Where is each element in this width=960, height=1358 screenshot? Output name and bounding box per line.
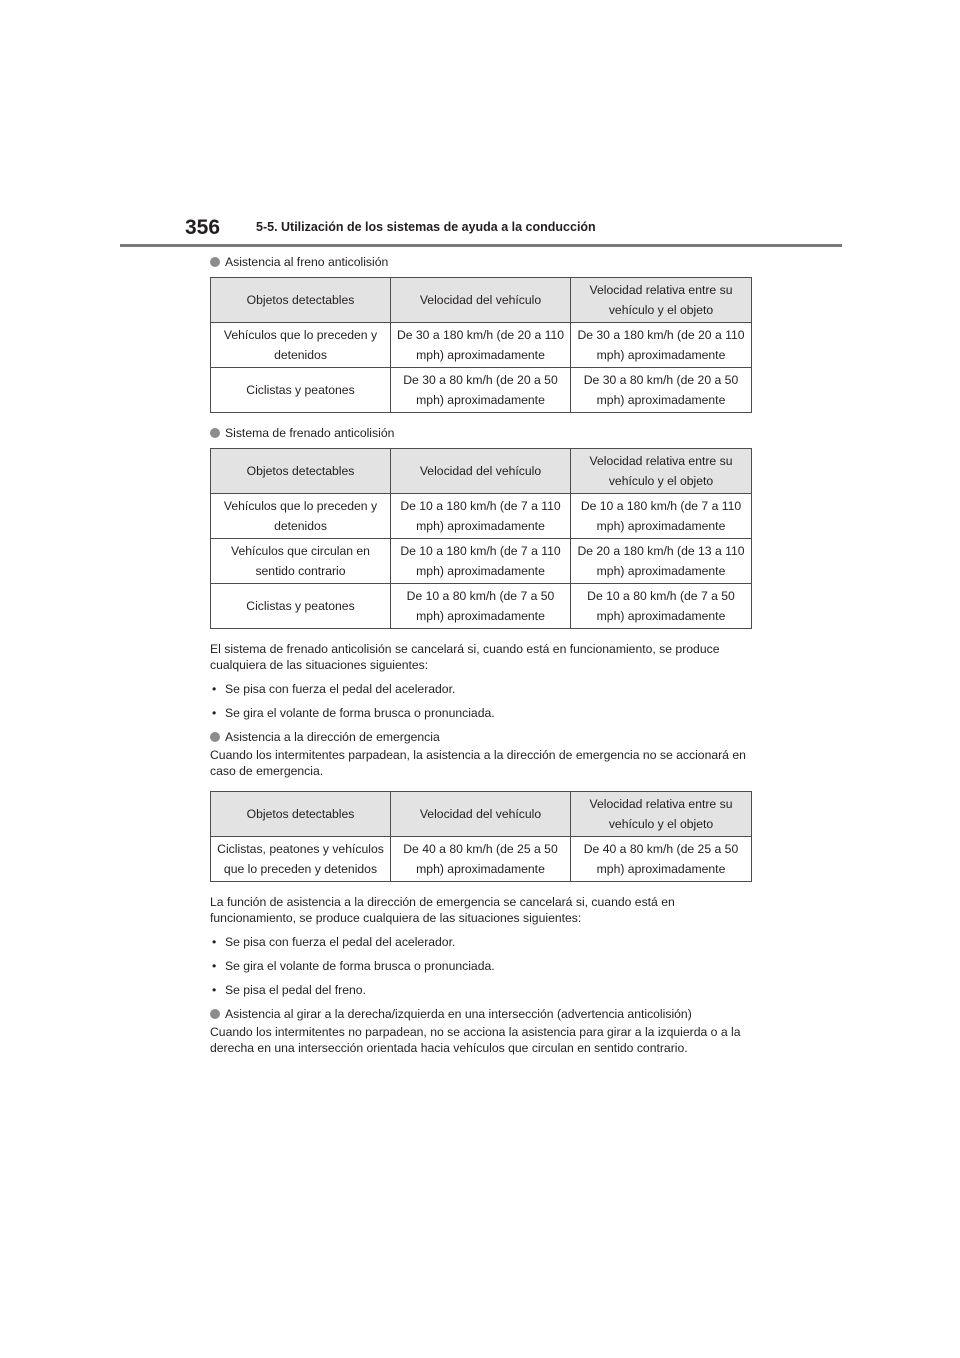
table-row [211,323,752,368]
page-number: 356 [185,216,221,239]
table-header-row [211,278,752,323]
list-item-text: Se pisa el pedal del freno. [225,983,366,997]
table-cell: Ciclistas y peatones [211,368,391,413]
heading-text: Asistencia a la dirección de emergencia [225,730,440,744]
bullet-dot-icon [210,1009,220,1019]
table-cell: Ciclistas, peatones y vehículos que lo preceden y detenidos [211,837,391,882]
column-header: Objetos detectables [211,278,391,323]
section-title: 5-5. Utilización de los sistemas de ayuda a la conducción [256,220,596,234]
page-header [0,212,960,248]
column-header: Velocidad del vehículo [391,278,571,323]
table-row [211,837,752,882]
table-cell: De 10 a 80 km/h (de 7 a 50 mph) aproximadamente [391,584,571,629]
bullet-mark: • [212,682,217,696]
section-heading [210,254,751,270]
column-header: Velocidad relativa entre su vehículo y el objeto [571,278,752,323]
table-cell: De 30 a 80 km/h (de 20 a 50 mph) aproximadamente [571,368,752,413]
page-content [210,254,751,1064]
table-cell: De 10 a 80 km/h (de 7 a 50 mph) aproximadamente [571,584,752,629]
section-intro: Cuando los intermitentes parpadean, la asistencia a la dirección de emergencia no se accionará en caso de emergencia. [210,748,746,778]
column-header: Velocidad relativa entre su vehículo y el objeto [571,449,752,494]
table-cell: De 30 a 180 km/h (de 20 a 110 mph) aproximadamente [391,323,571,368]
header-rule [120,244,842,247]
bullet-dot-icon [210,732,220,742]
list-item [210,705,751,721]
bullet-mark: • [212,706,217,720]
bullet-mark: • [212,959,217,973]
table-cell: De 40 a 80 km/h (de 25 a 50 mph) aproximadamente [391,837,571,882]
table-header-row [211,792,752,837]
table-cell: Vehículos que lo preceden y detenidos [211,494,391,539]
bullet-mark: • [212,983,217,997]
list-item [210,958,751,974]
table-cell: De 10 a 180 km/h (de 7 a 110 mph) aproximadamente [391,494,571,539]
column-header: Velocidad del vehículo [391,792,571,837]
spec-table-brake-assist [210,277,752,413]
table-cell: Vehículos que circulan en sentido contrario [211,539,391,584]
section-text: Cuando los intermitentes no parpadean, no se acciona la asistencia para girar a la izquierda o a la derecha en una intersección orientada hacia vehículos que circulan en sentido contrario. [210,1025,741,1055]
bullet-dot-icon [210,428,220,438]
table-cell: De 10 a 180 km/h (de 7 a 110 mph) aproximadamente [391,539,571,584]
list-item-text: Se pisa con fuerza el pedal del acelerador. [225,935,456,949]
column-header: Velocidad relativa entre su vehículo y el objeto [571,792,752,837]
table-header-row [211,449,752,494]
spec-table-pre-collision-braking [210,448,752,629]
bullet-mark: • [212,935,217,949]
table-row [211,539,752,584]
list-item-text: Se pisa con fuerza el pedal del acelerador. [225,682,456,696]
spec-table-emergency-steering [210,791,752,882]
table-cell: Ciclistas y peatones [211,584,391,629]
heading-text: Asistencia al freno anticolisión [225,255,389,269]
list-item [210,934,751,950]
list-item-text: Se gira el volante de forma brusca o pronunciada. [225,959,495,973]
column-header: Objetos detectables [211,449,391,494]
list-item-text: Se gira el volante de forma brusca o pronunciada. [225,706,495,720]
heading-text: Sistema de frenado anticolisión [225,426,395,440]
section-heading [210,425,751,441]
cancel-note: El sistema de frenado anticolisión se cancelará si, cuando está en funcionamiento, se produce cualquiera de las situaciones siguientes: [210,642,720,672]
list-item [210,982,751,998]
table-cell: Vehículos que lo preceden y detenidos [211,323,391,368]
table-row [211,368,752,413]
cancel-note: La función de asistencia a la dirección de emergencia se cancelará si, cuando está en funcionamiento, se produce cualquiera de las situaciones siguientes: [210,895,675,925]
table-cell: De 40 a 80 km/h (de 25 a 50 mph) aproximadamente [571,837,752,882]
section-heading [210,729,751,745]
list-item [210,681,751,697]
table-cell: De 10 a 180 km/h (de 7 a 110 mph) aproximadamente [571,494,752,539]
heading-text: Asistencia al girar a la derecha/izquierda en una intersección (advertencia anticolisión) [225,1007,692,1021]
bullet-dot-icon [210,257,220,267]
column-header: Velocidad del vehículo [391,449,571,494]
table-cell: De 30 a 80 km/h (de 20 a 50 mph) aproximadamente [391,368,571,413]
table-cell: De 20 a 180 km/h (de 13 a 110 mph) aproximadamente [571,539,752,584]
table-row [211,494,752,539]
table-row [211,584,752,629]
table-cell: De 30 a 180 km/h (de 20 a 110 mph) aproximadamente [571,323,752,368]
section-heading [210,1006,751,1022]
column-header: Objetos detectables [211,792,391,837]
